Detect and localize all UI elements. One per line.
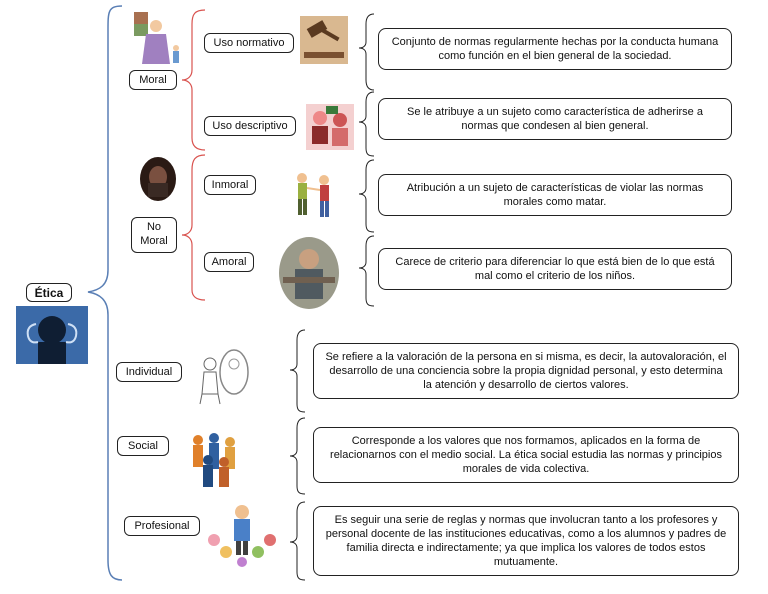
no-moral-bracket: [182, 155, 205, 300]
desc-bracket-3: [359, 160, 374, 232]
amoral-description: Carece de criterio para diferenciar lo que está bien de lo que está mal como el criterio de los niños.: [378, 248, 732, 290]
desc-bracket-4: [359, 236, 374, 306]
desc-bracket-1: [359, 14, 374, 90]
gavel-icon: [300, 16, 348, 64]
social-description: Corresponde a los valores que nos formamos, aplicados en la forma de relacionarnos con el medio social. La ética social estudia las normas y principios morales de vida colectiva.: [313, 427, 739, 483]
desc-bracket-2: [359, 92, 374, 156]
head-profile-icon: [16, 306, 88, 364]
root-node-etica: Ética: [26, 283, 72, 302]
dark-portrait-icon: [138, 155, 178, 203]
people-cartoon-icon: [306, 104, 354, 150]
no-moral-label-line1: No: [146, 221, 162, 233]
profesional-description: Es seguir una serie de reglas y normas que involucran tanto a los profesores y personal docente de las instituciones educativas, como a los alumnos y padres de familia directa e indirectamente; ya que implica los valores de todos estos mutuamente.: [313, 506, 739, 576]
crowd-silhouettes-icon: [188, 430, 244, 488]
amoral-node: Amoral: [204, 252, 254, 272]
uso-normativo-node: Uso normativo: [204, 33, 294, 53]
uso-normativo-description: Conjunto de normas regularmente hechas por la conducta humana como función en el bien general de la sociedad.: [378, 28, 732, 70]
desc-bracket-7: [290, 502, 305, 580]
teacher-children-icon: [206, 502, 278, 568]
moral-node: Moral: [129, 70, 177, 90]
inmoral-node: Inmoral: [204, 175, 256, 195]
main-bracket: [88, 6, 122, 580]
social-node: Social: [117, 436, 169, 456]
individual-description: Se refiere a la valoración de la persona en si misma, es decir, la autovaloración, el desarrollo de una conciencia sobre la propia dignidad personal, y esto determina la atención y desarrollo de ciertos valores.: [313, 343, 739, 399]
mirror-reflection-icon: [192, 346, 254, 406]
no-moral-node: [131, 217, 177, 253]
individual-node: Individual: [116, 362, 182, 382]
no-moral-label-line2: Moral: [140, 235, 168, 247]
profesional-node: Profesional: [124, 516, 200, 536]
desc-bracket-5: [290, 330, 305, 412]
inmoral-description: Atribución a un sujeto de características de violar las normas morales como matar.: [378, 174, 732, 216]
child-photo-icon: [279, 237, 339, 309]
uso-descriptivo-description: Se le atribuye a un sujeto como característica de adherirse a normas que condesen al bien general.: [378, 98, 732, 140]
uso-descriptivo-node: Uso descriptivo: [204, 116, 296, 136]
desc-bracket-6: [290, 418, 305, 494]
judge-scales-icon: [130, 8, 182, 66]
fighting-figures-icon: [290, 170, 338, 220]
moral-bracket: [182, 10, 205, 150]
